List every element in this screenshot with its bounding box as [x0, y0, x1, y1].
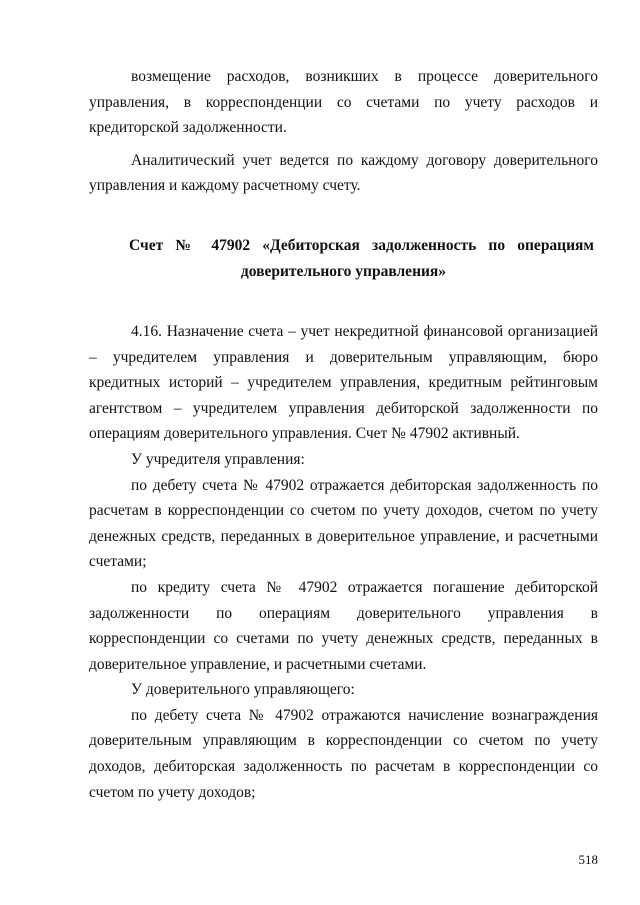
account-heading	[89, 233, 598, 285]
paragraph-account-purpose: 4.16. Назначение счета – учет некредитной финансовой организацией – учредителем управления и доверительным управляющим, бюро кредитных историй – учредителем управления, кредитным рейтинговым агентством – учредителем управления дебиторской задолженности по операциям доверительного управления. Счет № 47902 активный.	[89, 322, 598, 443]
page-number: 518	[578, 852, 598, 867]
document-body	[89, 64, 598, 805]
paragraph-trustee-heading: У доверительного управляющего:	[131, 681, 355, 699]
account-heading-line1: Счет № 47902 «Дебиторская задолженность по операциям	[129, 236, 594, 254]
paragraph-founder-heading: У учредителя управления:	[131, 450, 305, 468]
paragraph-expense-reimbursement: возмещение расходов, возникших в процессе доверительного управления, в корреспонденции со счетами по учету расходов и кредиторской задолженности.	[89, 68, 598, 137]
paragraph-trustee-debit: по дебету счета № 47902 отражаются начисление вознаграждения доверительным управляющим в корреспонденции со счетом по учету доходов, дебиторская задолженность по расчетам в корреспонденции со счетом по учету доходов;	[89, 706, 598, 801]
account-heading-line2: доверительного управления»	[240, 262, 447, 280]
paragraph-analytical-accounting: Аналитический учет ведется по каждому договору доверительного управления и каждому расчетному счету.	[89, 151, 598, 195]
paragraph-founder-credit: по кредиту счета № 47902 отражается погашение дебиторской задолженности по операциям доверительного управления в корреспонденции со счетами по учету денежных средств, переданных в доверительное управление, и расчетными счетами.	[89, 578, 598, 673]
paragraph-founder-debit: по дебету счета № 47902 отражается дебиторская задолженность по расчетам в корреспонденции со счетом по учету доходов, счетом по учету денежных средств, переданных в доверительное управление, и расчетными счетами;	[89, 476, 598, 571]
